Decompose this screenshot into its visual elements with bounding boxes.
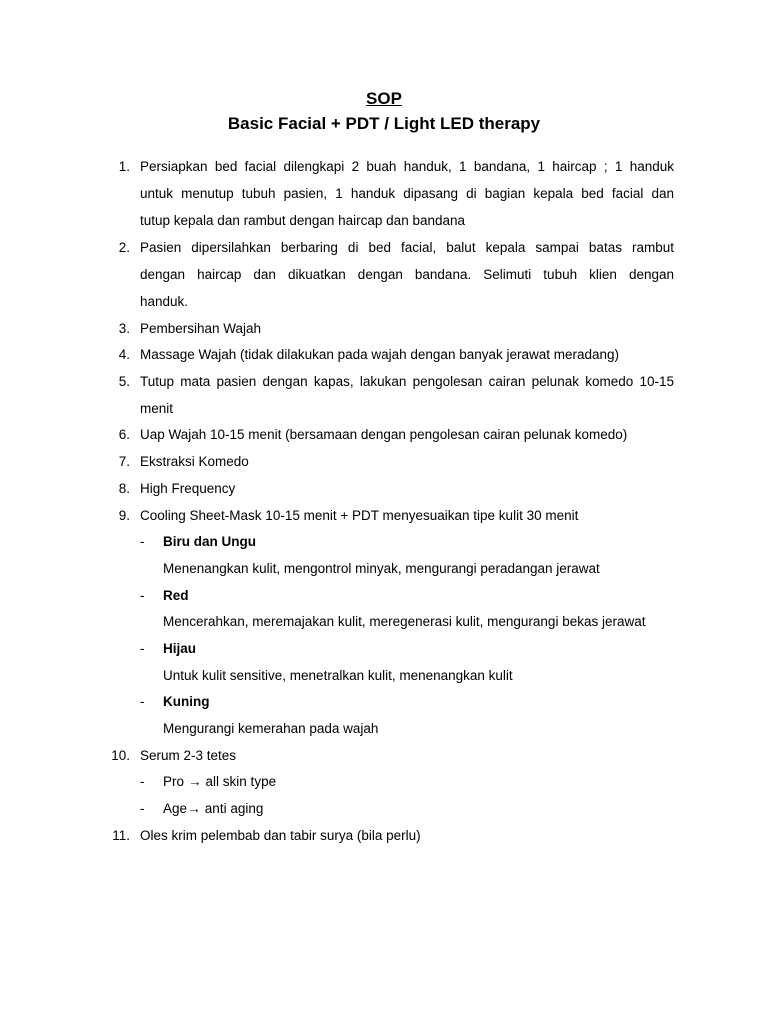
page-title: SOP [366, 89, 402, 108]
item-text: High Frequency [140, 481, 236, 496]
light-name: Red [163, 588, 189, 603]
serum-description: all skin type [205, 774, 277, 789]
light-name: Kuning [163, 694, 210, 709]
serum-name: Age [163, 801, 188, 816]
item-text: Tutup mata pasien dengan kapas, lakukan pengolesan cairan pelunak komedo 10-15 [140, 374, 674, 389]
bullet-dash: - [140, 534, 145, 549]
item-text: Uap Wajah 10-15 menit (bersamaan dengan pengolesan cairan pelunak komedo) [140, 427, 628, 442]
serum-name: Pro [163, 774, 185, 789]
item-number: 8. [118, 481, 130, 496]
item-number: 7. [118, 454, 130, 469]
item-text: Cooling Sheet-Mask 10-15 menit + PDT menyesuaikan tipe kulit 30 menit [140, 508, 579, 523]
item-number: 10. [111, 748, 130, 763]
bullet-dash: - [140, 694, 145, 709]
item-text: Massage Wajah (tidak dilakukan pada wajah dengan banyak jerawat meradang) [140, 347, 620, 362]
item-number: 2. [118, 240, 130, 255]
item-text: untuk menutup tubuh pasien, 1 handuk dipasang di bagian kepala bed facial dan [140, 186, 674, 201]
light-name: Biru dan Ungu [163, 534, 256, 549]
item-text: Pembersihan Wajah [140, 321, 262, 336]
light-description: Untuk kulit sensitive, menetralkan kulit, menenangkan kulit [163, 668, 513, 683]
item-text: Ekstraksi Komedo [140, 454, 249, 469]
item-number: 6. [118, 427, 130, 442]
item-text: tutup kepala dan rambut dengan haircap dan bandana [140, 213, 466, 228]
serum-entry [163, 773, 276, 791]
item-text: menit [140, 401, 174, 416]
bullet-dash: - [140, 588, 145, 603]
light-description: Mengurangi kemerahan pada wajah [163, 721, 379, 736]
serum-entry [163, 800, 263, 818]
item-number: 11. [112, 828, 130, 843]
item-number: 5. [118, 374, 130, 389]
light-name: Hijau [163, 641, 197, 656]
arrow-right-icon: → [188, 774, 202, 789]
bullet-dash: - [140, 641, 145, 656]
item-text: Serum 2-3 tetes [140, 748, 237, 763]
item-text: Oles krim pelembab dan tabir surya (bila perlu) [140, 828, 421, 843]
item-number: 1. [118, 159, 130, 174]
bullet-dash: - [140, 801, 145, 816]
item-number: 9. [118, 508, 130, 523]
bullet-dash: - [140, 774, 145, 789]
item-text: handuk. [140, 294, 189, 309]
page-subtitle: Basic Facial + PDT / Light LED therapy [227, 114, 541, 133]
item-text: dengan haircap dan dikuatkan dengan bandana. Selimuti tubuh klien dengan [140, 267, 674, 282]
light-description: Mencerahkan, meremajakan kulit, meregenerasi kulit, mengurangi bekas jerawat [163, 614, 646, 629]
item-number: 3. [118, 321, 130, 336]
item-number: 4. [118, 347, 130, 362]
item-text: Pasien dipersilahkan berbaring di bed facial, balut kepala sampai batas rambut [140, 240, 674, 255]
arrow-right-icon: → [187, 801, 201, 816]
light-description: Menenangkan kulit, mengontrol minyak, mengurangi peradangan jerawat [163, 561, 600, 576]
serum-description: anti aging [204, 801, 264, 816]
item-text: Persiapkan bed facial dilengkapi 2 buah handuk, 1 bandana, 1 haircap ; 1 handuk [140, 159, 674, 174]
